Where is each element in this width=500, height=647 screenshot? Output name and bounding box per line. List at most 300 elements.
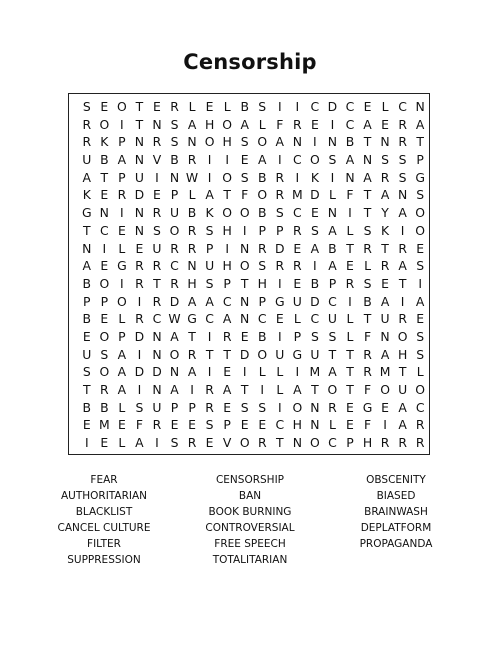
grid-letter: T xyxy=(240,275,249,291)
grid-letter: O xyxy=(222,116,233,132)
grid-letter: R xyxy=(380,435,390,451)
grid-letter: E xyxy=(381,399,389,415)
grid-letter: E xyxy=(100,311,109,327)
grid-letter: L xyxy=(188,99,196,114)
word-list-item: SUPPRESSION xyxy=(67,554,141,566)
grid-letter: R xyxy=(222,328,232,344)
grid-letter: T xyxy=(240,382,249,397)
word-list-item: FILTER xyxy=(87,538,121,550)
grid-letter: O xyxy=(239,258,250,274)
grid-row xyxy=(69,434,429,452)
grid-letter: A xyxy=(275,134,285,150)
grid-letter: N xyxy=(82,240,92,256)
grid-letter: R xyxy=(275,187,285,203)
grid-letter: R xyxy=(293,116,302,132)
grid-letter: E xyxy=(153,99,161,114)
grid-letter: A xyxy=(240,116,249,132)
grid-letter: T xyxy=(346,364,354,380)
grid-letter: S xyxy=(328,328,337,344)
grid-row xyxy=(69,98,429,116)
grid-letter: C xyxy=(398,99,407,114)
grid-letter: I xyxy=(225,240,229,256)
grid-letter: P xyxy=(170,187,179,203)
grid-letter: L xyxy=(223,99,231,114)
grid-letter: E xyxy=(188,417,196,433)
grid-letter: D xyxy=(310,293,320,309)
grid-letter: P xyxy=(223,417,231,433)
grid-letter: F xyxy=(241,187,249,203)
grid-letter: I xyxy=(295,99,300,114)
word-list-column-2 xyxy=(170,472,330,568)
grid-letter: T xyxy=(346,240,354,256)
grid-letter: O xyxy=(99,116,110,132)
grid-letter: O xyxy=(257,346,268,362)
grid-letter: P xyxy=(83,293,91,309)
grid-letter: O xyxy=(222,169,233,185)
grid-letter: H xyxy=(187,275,197,291)
grid-letter: B xyxy=(257,205,267,221)
grid-letter: H xyxy=(257,275,267,291)
grid-letter: C xyxy=(310,99,320,114)
grid-letter: I xyxy=(348,205,352,221)
grid-letter: N xyxy=(134,205,145,221)
word-list-item: BIASED xyxy=(376,490,416,502)
grid-letter: O xyxy=(310,435,320,451)
grid-letter: A xyxy=(205,293,214,309)
grid-letter: V xyxy=(222,435,232,451)
grid-letter: U xyxy=(275,346,285,362)
grid-letter: N xyxy=(169,364,180,380)
grid-letter: E xyxy=(153,187,161,203)
grid-letter: N xyxy=(152,116,162,132)
grid-letter: R xyxy=(135,275,144,291)
grid-letter: E xyxy=(240,328,249,344)
grid-letter: S xyxy=(416,328,425,344)
grid-letter: K xyxy=(100,134,109,150)
word-list-item: OBSCENITY xyxy=(366,474,426,486)
grid-letter: C xyxy=(205,311,214,327)
grid-letter: I xyxy=(400,222,405,238)
grid-letter: G xyxy=(274,293,285,309)
grid-letter: N xyxy=(240,240,250,256)
grid-letter: S xyxy=(258,99,267,114)
grid-letter: I xyxy=(277,399,282,415)
grid-letter: O xyxy=(310,152,320,168)
grid-letter: I xyxy=(155,435,159,451)
grid-letter: I xyxy=(137,346,142,362)
grid-letter: T xyxy=(346,346,354,362)
grid-letter: O xyxy=(397,328,408,344)
grid-letter: G xyxy=(187,311,197,327)
grid-letter: T xyxy=(188,328,196,344)
grid-letter: T xyxy=(205,346,214,362)
grid-letter: U xyxy=(169,205,180,221)
grid-letter: P xyxy=(118,169,126,185)
grid-letter: E xyxy=(275,311,284,327)
grid-letter: I xyxy=(207,169,212,185)
grid-letter: I xyxy=(120,205,124,221)
grid-row xyxy=(69,186,429,204)
grid-letter: N xyxy=(380,328,390,344)
grid-letter: P xyxy=(205,240,214,256)
grid-letter: N xyxy=(415,99,425,114)
grid-letter: F xyxy=(363,417,372,433)
grid-letter: E xyxy=(100,187,109,203)
grid-letter: R xyxy=(398,116,407,132)
grid-row xyxy=(69,363,429,381)
grid-letter: E xyxy=(293,240,302,256)
grid-letter: I xyxy=(295,169,300,185)
grid-letter: M xyxy=(291,187,303,203)
grid-letter: R xyxy=(293,258,302,274)
grid-letter: E xyxy=(205,435,214,451)
grid-letter: A xyxy=(82,258,92,274)
grid-letter: A xyxy=(415,116,425,132)
grid-letter: E xyxy=(363,99,372,114)
grid-letter: E xyxy=(293,275,302,291)
grid-letter: I xyxy=(295,364,300,380)
grid-letter: N xyxy=(397,187,408,203)
grid-letter: R xyxy=(380,258,390,274)
grid-letter: Y xyxy=(381,205,389,221)
grid-letter: U xyxy=(82,346,92,362)
grid-letter: A xyxy=(328,222,337,238)
grid-letter: E xyxy=(100,258,109,274)
grid-letter: L xyxy=(188,187,196,203)
word-list-item: TOTALITARIAN xyxy=(212,554,288,566)
grid-letter: N xyxy=(99,205,109,221)
grid-letter: C xyxy=(152,311,162,327)
grid-letter: R xyxy=(187,222,197,238)
grid-letter: S xyxy=(416,187,425,203)
word-list-item: CONTROVERSIAL xyxy=(205,522,295,534)
grid-letter: A xyxy=(310,240,320,256)
grid-row xyxy=(69,240,429,258)
grid-letter: S xyxy=(258,258,267,274)
grid-letter: P xyxy=(328,275,337,291)
grid-row xyxy=(69,133,429,151)
grid-letter: O xyxy=(415,205,426,221)
grid-letter: A xyxy=(117,382,127,397)
grid-letter: L xyxy=(118,311,126,327)
grid-letter: S xyxy=(82,99,91,114)
grid-letter: S xyxy=(398,169,407,185)
grid-letter: C xyxy=(328,435,337,451)
word-list-item: CANCEL CULTURE xyxy=(57,522,151,534)
grid-letter: F xyxy=(363,328,372,344)
grid-letter: I xyxy=(207,328,212,344)
grid-row xyxy=(69,346,429,364)
grid-letter: I xyxy=(330,169,335,185)
grid-letter: R xyxy=(152,293,162,309)
grid-letter: A xyxy=(222,382,232,397)
grid-letter: U xyxy=(310,346,320,362)
grid-letter: A xyxy=(222,311,232,327)
grid-letter: S xyxy=(153,222,161,238)
grid-letter: R xyxy=(363,240,372,256)
word-list-item: BOOK BURNING xyxy=(208,506,292,518)
grid-letter: B xyxy=(187,205,197,221)
grid-letter: O xyxy=(99,364,110,380)
grid-letter: I xyxy=(383,417,387,433)
grid-letter: E xyxy=(381,275,389,291)
grid-row xyxy=(69,381,429,399)
grid-letter: R xyxy=(415,435,425,451)
grid-letter: A xyxy=(415,293,425,309)
grid-letter: I xyxy=(313,258,317,274)
grid-letter: P xyxy=(346,435,354,451)
grid-letter: S xyxy=(170,435,179,451)
grid-letter: S xyxy=(310,222,319,238)
grid-letter: A xyxy=(328,258,337,274)
grid-letter: A xyxy=(117,364,127,380)
grid-letter: R xyxy=(205,382,214,397)
grid-letter: L xyxy=(118,399,126,415)
grid-letter: H xyxy=(204,116,215,132)
grid-letter: H xyxy=(222,222,232,238)
grid-letter: U xyxy=(134,169,144,185)
grid-letter: I xyxy=(242,364,247,380)
grid-letter: O xyxy=(99,275,110,291)
grid-letter: W xyxy=(185,169,199,185)
grid-letter: N xyxy=(327,134,338,150)
grid-letter: K xyxy=(205,205,214,221)
grid-letter: R xyxy=(398,240,407,256)
grid-letter: L xyxy=(328,417,336,433)
grid-letter: E xyxy=(346,417,354,433)
grid-letter: U xyxy=(152,399,162,415)
grid-letter: R xyxy=(257,435,267,451)
grid-letter: C xyxy=(293,152,302,168)
grid-letter: I xyxy=(348,293,352,309)
grid-letter: S xyxy=(240,134,249,150)
grid-letter: P xyxy=(118,134,126,150)
grid-letter: L xyxy=(276,382,284,397)
grid-letter: A xyxy=(82,169,92,185)
grid-letter: S xyxy=(328,152,337,168)
grid-letter: P xyxy=(188,399,196,415)
grid-letter: G xyxy=(415,169,425,185)
grid-letter: N xyxy=(134,134,145,150)
grid-row xyxy=(69,116,429,134)
grid-letter: T xyxy=(381,240,389,256)
grid-letter: A xyxy=(117,346,127,362)
grid-letter: E xyxy=(117,222,126,238)
word-list-item: BLACKLIST xyxy=(75,506,133,518)
word-list-item: FEAR xyxy=(90,474,118,486)
grid-letter: F xyxy=(135,417,143,433)
grid-letter: H xyxy=(222,258,232,274)
word-list-item: CENSORSHIP xyxy=(215,474,285,486)
grid-letter: L xyxy=(416,364,424,380)
grid-letter: R xyxy=(398,311,407,327)
grid-letter: L xyxy=(346,311,354,327)
grid-letter: R xyxy=(82,134,92,150)
grid-letter: E xyxy=(381,116,389,132)
grid-letter: I xyxy=(137,382,142,397)
grid-letter: D xyxy=(134,187,145,203)
grid-letter: R xyxy=(152,205,162,221)
grid-letter: I xyxy=(418,275,422,291)
grid-letter: B xyxy=(82,275,92,291)
grid-letter: S xyxy=(275,205,284,221)
grid-letter: R xyxy=(275,258,285,274)
grid-row xyxy=(69,328,429,346)
grid-letter: T xyxy=(135,99,144,114)
grid-letter: B xyxy=(170,152,179,168)
grid-letter: D xyxy=(239,346,250,362)
grid-letter: E xyxy=(223,364,232,380)
grid-letter: I xyxy=(120,275,124,291)
grid-letter: R xyxy=(275,169,285,185)
grid-letter: O xyxy=(116,99,127,114)
grid-letter: I xyxy=(102,240,107,256)
grid-letter: M xyxy=(309,364,321,380)
grid-letter: I xyxy=(207,152,212,168)
grid-row xyxy=(69,275,429,293)
grid-letter: R xyxy=(380,169,390,185)
grid-letter: I xyxy=(400,293,405,309)
grid-letter: O xyxy=(292,399,303,415)
grid-letter: K xyxy=(310,169,319,185)
word-list-item: DEPLATFORM xyxy=(360,522,432,534)
grid-letter: C xyxy=(293,205,302,221)
grid-letter: S xyxy=(363,222,372,238)
grid-letter: G xyxy=(117,258,127,274)
word-list-item: AUTHORITARIAN xyxy=(60,490,148,502)
grid-letter: I xyxy=(190,382,194,397)
grid-letter: O xyxy=(204,134,215,150)
grid-letter: A xyxy=(363,116,372,132)
grid-row xyxy=(69,169,429,187)
grid-letter: E xyxy=(258,417,267,433)
grid-letter: S xyxy=(240,399,249,415)
grid-letter: R xyxy=(187,435,197,451)
grid-letter: A xyxy=(363,169,372,185)
grid-letter: O xyxy=(380,382,390,397)
grid-letter: R xyxy=(82,116,92,132)
grid-letter: W xyxy=(168,311,181,327)
grid-letter: R xyxy=(205,399,214,415)
grid-letter: A xyxy=(205,187,214,203)
grid-letter: S xyxy=(240,169,249,185)
grid-letter: N xyxy=(310,417,320,433)
grid-letter: P xyxy=(258,293,266,309)
grid-letter: E xyxy=(82,328,91,344)
word-list-item: PROPAGANDA xyxy=(359,538,433,550)
grid-letter: O xyxy=(257,187,268,203)
grid-letter: E xyxy=(346,399,354,415)
grid-letter: T xyxy=(328,346,337,362)
grid-letter: R xyxy=(170,240,179,256)
grid-letter: R xyxy=(363,346,372,362)
grid-letter: D xyxy=(275,240,285,256)
grid-letter: D xyxy=(310,187,320,203)
grid-letter: N xyxy=(362,152,373,168)
grid-letter: E xyxy=(82,417,91,433)
grid-letter: N xyxy=(169,169,180,185)
grid-letter: L xyxy=(293,311,301,327)
grid-letter: B xyxy=(328,240,337,256)
grid-letter: S xyxy=(170,116,179,132)
grid-letter: U xyxy=(398,382,408,397)
grid-letter: B xyxy=(257,169,267,185)
grid-letter: U xyxy=(82,152,92,168)
grid-letter: E xyxy=(310,116,319,132)
grid-letter: O xyxy=(257,134,268,150)
grid-letter: P xyxy=(276,222,284,238)
grid-letter: N xyxy=(152,382,162,397)
word-list-column-1 xyxy=(24,472,184,568)
grid-letter: B xyxy=(82,399,92,415)
grid-letter: S xyxy=(100,346,109,362)
grid-letter: H xyxy=(397,346,408,362)
grid-letter: T xyxy=(82,222,91,238)
grid-letter: T xyxy=(135,116,144,132)
grid-letter: O xyxy=(116,293,127,309)
grid-letter: B xyxy=(82,311,92,327)
grid-letter: N xyxy=(345,169,355,185)
grid-letter: E xyxy=(100,99,109,114)
grid-letter: F xyxy=(346,187,354,203)
grid-letter: C xyxy=(222,293,232,309)
grid-letter: R xyxy=(345,275,355,291)
word-search-grid xyxy=(68,93,430,455)
grid-letter: E xyxy=(416,311,425,327)
grid-letter: T xyxy=(416,134,424,150)
grid-letter: U xyxy=(327,311,337,327)
grid-letter: A xyxy=(380,187,390,203)
grid-letter: U xyxy=(152,240,162,256)
grid-letter: T xyxy=(398,275,407,291)
grid-letter: F xyxy=(276,116,284,132)
grid-letter: I xyxy=(260,382,265,397)
grid-letter: B xyxy=(100,399,109,415)
grid-letter: I xyxy=(277,328,282,344)
grid-letter: S xyxy=(381,152,389,168)
grid-letter: L xyxy=(258,116,266,132)
grid-letter: A xyxy=(117,152,127,168)
grid-letter: T xyxy=(223,187,231,203)
grid-letter: O xyxy=(99,328,110,344)
grid-letter: L xyxy=(118,435,126,451)
grid-letter: C xyxy=(345,99,355,114)
grid-letter: T xyxy=(363,311,372,327)
grid-row xyxy=(69,151,429,169)
grid-letter: A xyxy=(398,205,407,221)
grid-letter: S xyxy=(170,134,179,150)
grid-letter: N xyxy=(310,399,320,415)
grid-letter: C xyxy=(257,311,267,327)
grid-letter: R xyxy=(152,258,162,274)
grid-letter: U xyxy=(292,293,302,309)
grid-letter: I xyxy=(277,275,282,291)
grid-letter: A xyxy=(187,364,197,380)
grid-letter: T xyxy=(363,187,372,203)
grid-letter: N xyxy=(152,346,162,362)
grid-letter: O xyxy=(169,346,180,362)
grid-letter: P xyxy=(293,328,302,344)
grid-letter: B xyxy=(310,275,320,291)
grid-letter: I xyxy=(84,435,89,451)
grid-letter: S xyxy=(205,417,214,433)
grid-letter: O xyxy=(415,222,426,238)
grid-letter: R xyxy=(135,311,144,327)
grid-letter: D xyxy=(327,99,338,114)
grid-letter: H xyxy=(292,417,302,433)
grid-letter: H xyxy=(222,134,232,150)
grid-letter: G xyxy=(292,346,303,362)
